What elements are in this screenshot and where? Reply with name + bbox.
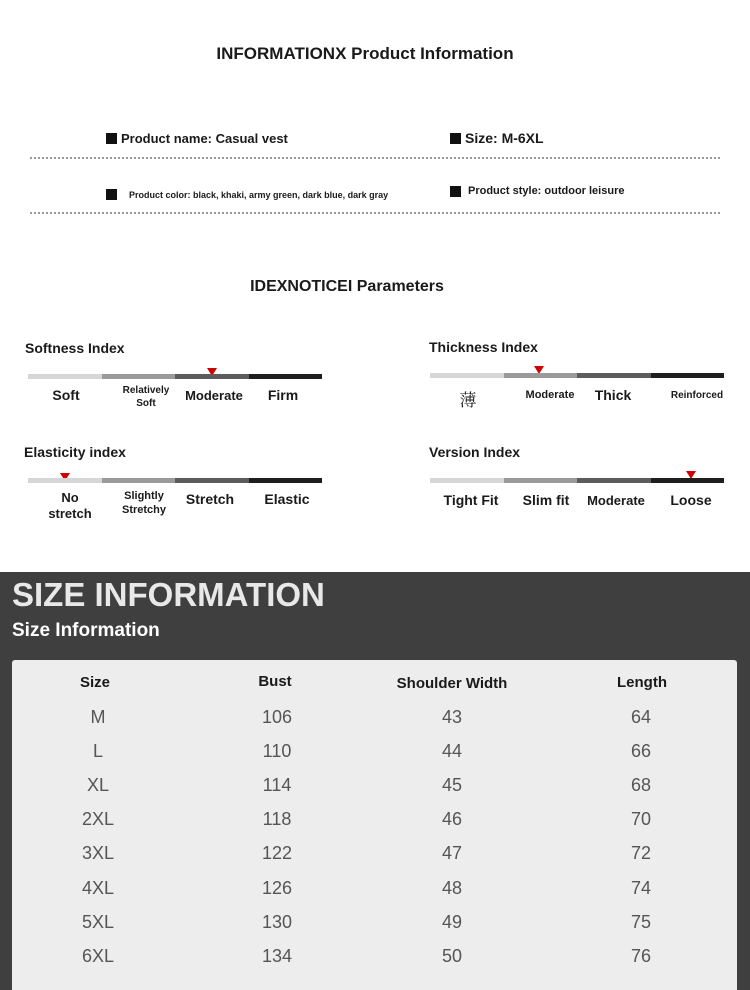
product-name: Product name: Casual vest	[121, 131, 288, 146]
scale-segment	[28, 374, 102, 379]
product-name-row	[106, 131, 288, 146]
elasticity-index-title: Elasticity index	[24, 444, 126, 460]
scale-segment	[504, 373, 578, 378]
thickness-index-title: Thickness Index	[429, 339, 538, 355]
product-style-row	[450, 185, 624, 197]
scale-segment	[651, 373, 725, 378]
table-cell: 44	[441, 741, 463, 762]
table-cell: 134	[261, 945, 293, 966]
thickness-label: Moderate	[525, 389, 575, 401]
thickness-label: Thick	[594, 387, 632, 403]
size-information-heading: SIZE INFORMATION	[12, 576, 325, 613]
softness-label: Moderate	[185, 388, 243, 403]
divider	[30, 157, 720, 159]
table-cell: 48	[441, 877, 463, 898]
version-label: Tight Fit	[443, 492, 499, 508]
table-cell: 70	[630, 809, 652, 830]
scale-segment	[102, 374, 176, 379]
bullet-square-icon	[450, 186, 461, 197]
table-cell: 106	[261, 707, 293, 727]
thickness-label: Reinforced	[670, 390, 724, 401]
product-size-row	[450, 130, 544, 146]
product-info-title: INFORMATIONX Product Information	[216, 44, 514, 63]
parameters-title: IDEXNOTICEI Parameters	[250, 278, 444, 295]
table-cell: 118	[262, 809, 292, 830]
scale-segment	[249, 374, 323, 379]
scale-segment	[102, 478, 176, 483]
version-label: Moderate	[587, 493, 645, 508]
table-cell: 43	[441, 707, 463, 727]
table-cell: 64	[630, 707, 652, 727]
version-label: Slim fit	[522, 492, 570, 508]
scale-segment	[249, 478, 323, 483]
elasticity-label: Slightly Stretchy	[121, 490, 167, 516]
scale-segment	[430, 478, 504, 483]
elasticity-label: Stretch	[185, 491, 235, 507]
scale-segment	[577, 373, 651, 378]
table-cell: 4XL	[81, 877, 115, 898]
elasticity-label: Elastic	[264, 491, 310, 507]
thickness-scale	[430, 373, 724, 378]
column-header-size: Size	[79, 674, 110, 691]
softness-label: Relatively Soft	[122, 385, 170, 409]
version-label: Loose	[670, 492, 712, 508]
column-header-bust: Bust	[258, 673, 292, 690]
table-cell: 46	[441, 809, 463, 830]
table-cell: 110	[262, 741, 292, 762]
table-cell: 130	[261, 911, 293, 932]
bullet-square-icon	[450, 133, 461, 144]
table-cell: 68	[630, 775, 652, 796]
softness-label: Firm	[267, 387, 299, 403]
table-cell: 5XL	[81, 911, 115, 932]
column-header-shoulder-width: Shoulder Width	[396, 675, 508, 692]
table-cell: 76	[630, 945, 652, 966]
size-information-subheading: Size Information	[12, 620, 160, 641]
table-cell: 6XL	[81, 945, 115, 966]
column-header-length: Length	[617, 674, 667, 691]
table-cell: 50	[441, 945, 463, 966]
scale-segment	[430, 373, 504, 378]
table-cell: XL	[86, 775, 110, 796]
scale-segment	[651, 478, 725, 483]
table-cell: 75	[630, 911, 652, 932]
divider	[30, 212, 720, 214]
scale-segment	[504, 478, 578, 483]
scale-segment	[175, 374, 249, 379]
table-cell: 66	[630, 741, 652, 762]
version-index-title: Version Index	[429, 444, 521, 460]
table-cell: L	[92, 741, 103, 762]
table-cell: 3XL	[81, 843, 115, 864]
table-cell: 114	[262, 775, 292, 796]
table-cell: 72	[630, 843, 652, 864]
table-cell: M	[90, 707, 106, 727]
scale-segment	[175, 478, 249, 483]
softness-scale	[28, 374, 322, 379]
table-cell: 49	[441, 911, 463, 932]
table-cell: 126	[261, 877, 293, 898]
table-cell: 47	[441, 843, 463, 864]
version-scale	[430, 478, 724, 483]
elasticity-label: No stretch	[48, 490, 92, 521]
bullet-square-icon	[106, 133, 117, 144]
product-color: Product color: black, khaki, army green, dark blue, dark gray	[129, 189, 389, 200]
softness-label: Soft	[52, 387, 80, 403]
product-color-row	[106, 189, 388, 200]
thickness-label: 薄	[459, 391, 477, 411]
softness-index-title: Softness Index	[25, 340, 125, 356]
table-cell: 45	[441, 775, 463, 796]
product-size: Size: M-6XL	[465, 130, 544, 146]
table-cell: 122	[261, 843, 293, 864]
elasticity-scale	[28, 478, 322, 483]
table-cell: 74	[630, 877, 652, 898]
scale-segment	[28, 478, 102, 483]
product-style: Product style: outdoor leisure	[468, 185, 625, 197]
table-cell: 2XL	[81, 809, 115, 830]
bullet-square-icon	[106, 189, 117, 200]
scale-segment	[577, 478, 651, 483]
